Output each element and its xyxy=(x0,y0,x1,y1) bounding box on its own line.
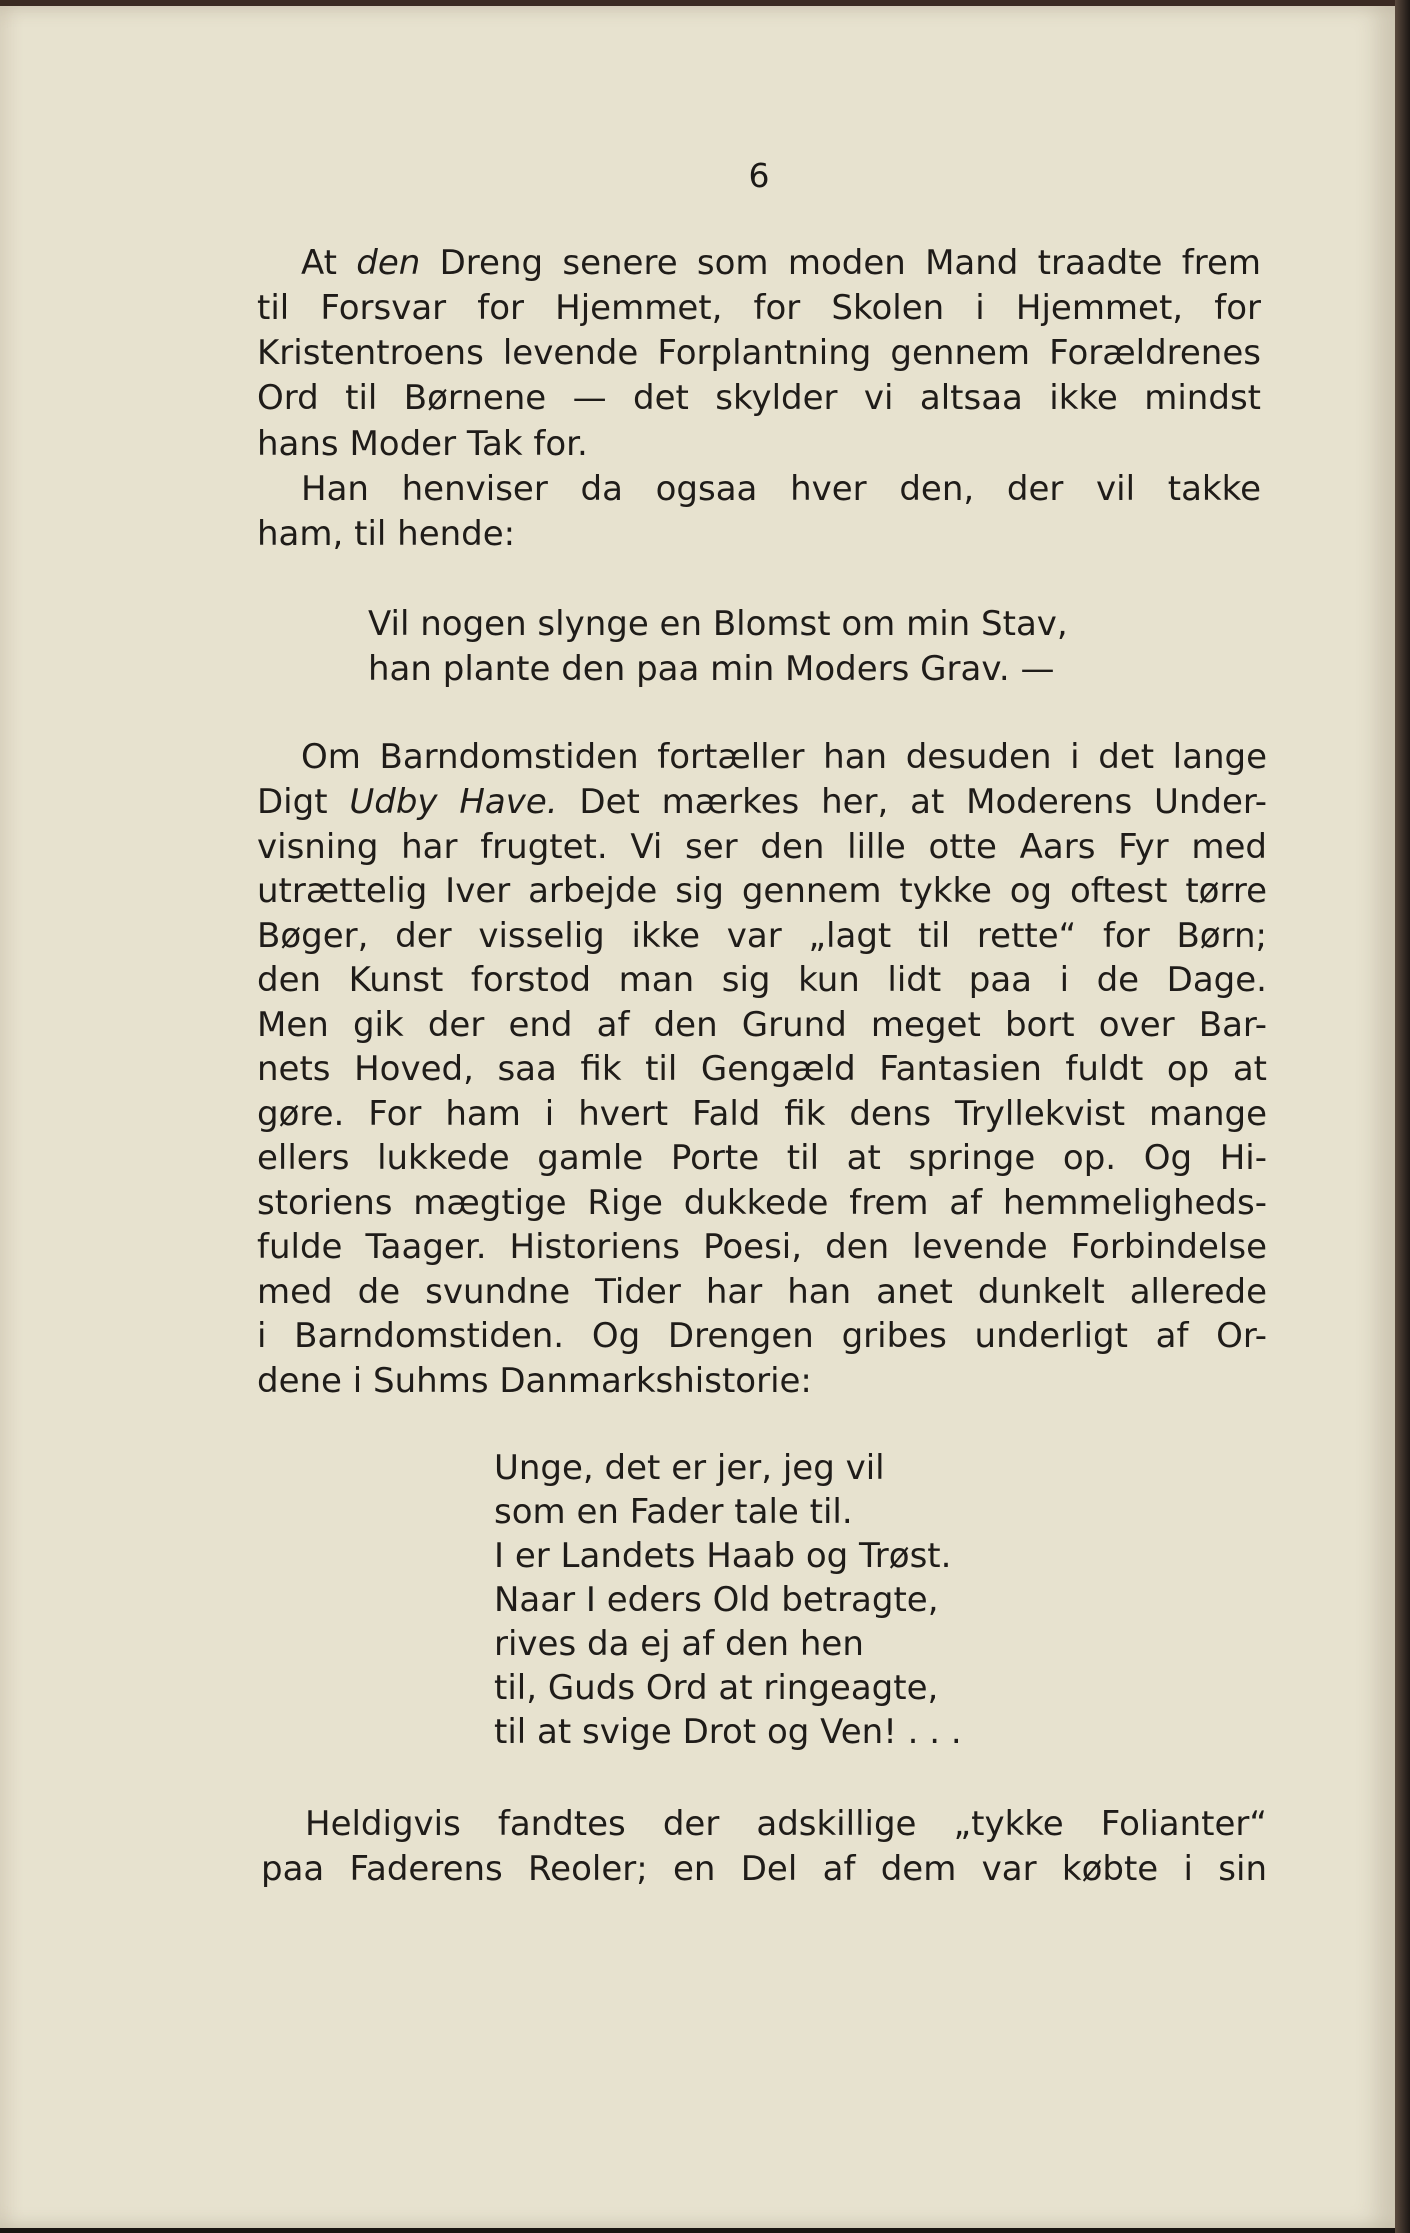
paragraph-line: nets Hoved, saa fik til Gengæld Fantasien fuldt op at xyxy=(257,1049,1267,1089)
paragraph-line: Men gik der end af den Grund meget bort over Bar- xyxy=(257,1005,1267,1045)
paragraph-line: hans Moder Tak for. xyxy=(257,424,588,464)
paragraph-line: paa Faderens Reoler; en Del af dem var købte i sin xyxy=(261,1849,1267,1889)
paragraph-line: med de svundne Tider har han anet dunkelt allerede xyxy=(257,1272,1267,1312)
paragraph-line: Han henviser da ogsaa hver den, der vil takke xyxy=(301,469,1261,509)
book-binding-edge xyxy=(1395,0,1410,2233)
paragraph-line: ellers lukkede gamle Porte til at springe op. Og Hi- xyxy=(257,1138,1267,1178)
paragraph-line: gøre. For ham i hvert Fald fik dens Tryllekvist mange xyxy=(257,1094,1267,1134)
paragraph-line: Om Barndomstiden fortæller han desuden i det lange xyxy=(301,737,1267,777)
verse-line: Vil nogen slynge en Blomst om min Stav, xyxy=(368,604,1068,644)
verse-line: Unge, det er jer, jeg vil xyxy=(494,1448,885,1488)
paragraph-line: Digt Udby Have. Det mærkes her, at Moderens Under- xyxy=(257,782,1267,822)
paragraph-line: fulde Taager. Historiens Poesi, den levende Forbindelse xyxy=(257,1227,1267,1267)
paragraph-line: Ord til Børnene — det skylder vi altsaa ikke mindst xyxy=(257,378,1261,418)
verse-line: Naar I eders Old betragte, xyxy=(494,1580,939,1620)
paragraph-line: storiens mægtige Rige dukkede frem af hemmeligheds- xyxy=(257,1183,1267,1223)
paragraph-line: i Barndomstiden. Og Drengen gribes underligt af Or- xyxy=(257,1316,1267,1356)
paragraph-line: visning har frugtet. Vi ser den lille otte Aars Fyr med xyxy=(257,827,1267,867)
page-number: 6 xyxy=(748,156,770,195)
paragraph-line: Bøger, der visselig ikke var „lagt til rette“ for Børn; xyxy=(257,916,1267,956)
paragraph-line: Heldigvis fandtes der adskillige „tykke Folianter“ xyxy=(305,1804,1267,1844)
verse-line: til at svige Drot og Ven! . . . xyxy=(494,1712,962,1752)
paragraph-line: dene i Suhms Danmarkshistorie: xyxy=(257,1361,812,1401)
verse-line: som en Fader tale til. xyxy=(494,1492,853,1532)
paragraph-line: Kristentroens levende Forplantning gennem Forældrenes xyxy=(257,333,1261,373)
verse-line: I er Landets Haab og Trøst. xyxy=(494,1536,952,1576)
verse-line: rives da ej af den hen xyxy=(494,1624,864,1664)
verse-line: han plante den paa min Moders Grav. — xyxy=(368,649,1055,689)
paragraph-line: den Kunst forstod man sig kun lidt paa i de Dage. xyxy=(257,960,1267,1000)
paragraph-line: ham, til hende: xyxy=(257,514,516,554)
verse-line: til, Guds Ord at ringeagte, xyxy=(494,1668,939,1708)
paragraph-line: til Forsvar for Hjemmet, for Skolen i Hjemmet, for xyxy=(257,288,1261,328)
paragraph-line: At den Dreng senere som moden Mand traadte frem xyxy=(301,243,1261,283)
book-page xyxy=(0,6,1395,2228)
paragraph-line: utrættelig Iver arbejde sig gennem tykke og oftest tørre xyxy=(257,871,1267,911)
